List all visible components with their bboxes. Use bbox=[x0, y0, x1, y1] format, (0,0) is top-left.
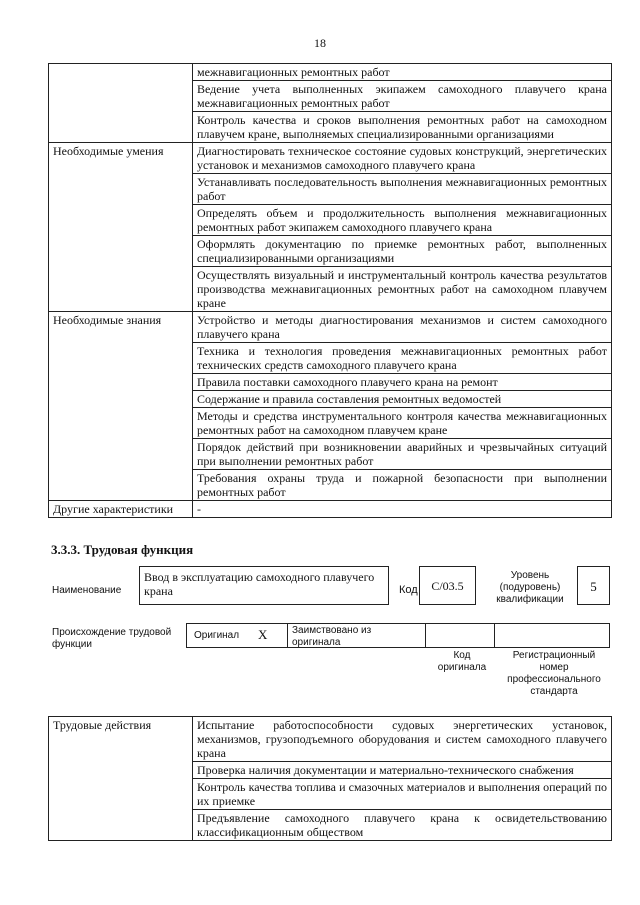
table-row bbox=[49, 312, 612, 343]
function-name-box: Ввод в эксплуатацию самоходного плавучего крана bbox=[139, 566, 389, 605]
row-label bbox=[49, 64, 193, 143]
row-label-skills: Необходимые умения bbox=[49, 143, 193, 312]
table-cell: Осуществлять визуальный и инструментальный контроль качества результатов производства межнавигационных ремонтных работ на самоходном плавучем кране bbox=[193, 267, 612, 312]
table-row bbox=[49, 64, 612, 81]
table-cell: Оформлять документацию по приемке ремонтных работ, выполненных специализированными организациями bbox=[193, 236, 612, 267]
borrowed-label: Заимствовано из оригинала bbox=[292, 625, 372, 648]
row-label-actions: Трудовые действия bbox=[49, 717, 193, 841]
table-cell: Диагностировать техническое состояние судовых конструкций, энергетических установок и механизмов самоходного плавучего крана bbox=[193, 143, 612, 174]
table-row bbox=[49, 501, 612, 518]
page-number: 18 bbox=[314, 36, 326, 50]
table-row bbox=[49, 717, 612, 762]
divider bbox=[287, 623, 288, 648]
table-cell: - bbox=[193, 501, 612, 518]
table-cell: Контроль качества топлива и смазочных материалов и выполнения операций по их приемке bbox=[193, 779, 612, 810]
code-original-label: Код оригинала bbox=[437, 650, 487, 673]
origin-label: Происхождение трудовой функции bbox=[52, 627, 172, 650]
section-heading: 3.3.3. Трудовая функция bbox=[51, 542, 194, 557]
table-cell: Требования охраны труда и пожарной безопасности при выполнении ремонтных работ bbox=[193, 470, 612, 501]
table-cell: Техника и технология проведения межнавигационных ремонтных работ технических средств самоходного плавучего крана bbox=[193, 343, 612, 374]
requirements-table bbox=[48, 63, 612, 518]
table-cell: Содержание и правила составления ремонтных ведомостей bbox=[193, 391, 612, 408]
table-cell: Порядок действий при возникновении аварийных и чрезвычайных ситуаций при выполнении ремонтных работ bbox=[193, 439, 612, 470]
table-cell: Ведение учета выполненных экипажем самоходного плавучего крана межнавигационных ремонтных работ bbox=[193, 81, 612, 112]
labor-actions-table bbox=[48, 716, 612, 841]
divider bbox=[425, 623, 426, 648]
row-label-knowledge: Необходимые знания bbox=[49, 312, 193, 501]
code-box: С/03.5 bbox=[419, 566, 476, 605]
table-cell: Методы и средства инструментального контроля качества межнавигационных ремонтных работ на самоходном плавучем кране bbox=[193, 408, 612, 439]
table-cell: Определять объем и продолжительность выполнения межнавигационных ремонтных работ экипажем самоходного плавучего крана bbox=[193, 205, 612, 236]
table-cell: Устройство и методы диагностирования механизмов и систем самоходного плавучего крана bbox=[193, 312, 612, 343]
table-cell: Испытание работоспособности судовых энергетических установок, механизмов, грузоподъемного оборудования и систем самоходного плавучего крана bbox=[193, 717, 612, 762]
table-cell: межнавигационных ремонтных работ bbox=[193, 64, 612, 81]
table-cell: Правила поставки самоходного плавучего крана на ремонт bbox=[193, 374, 612, 391]
table-cell: Проверка наличия документации и материально-технического снабжения bbox=[193, 762, 612, 779]
original-mark: X bbox=[258, 627, 268, 642]
name-label: Наименование bbox=[52, 585, 122, 596]
table-row bbox=[49, 143, 612, 174]
table-cell: Устанавливать последовательность выполнения межнавигационных ремонтных работ bbox=[193, 174, 612, 205]
table-cell: Предъявление самоходного плавучего крана к освидетельствованию классификационным обществом bbox=[193, 810, 612, 841]
reg-number-label: Регистрационный номер профессионального стандарта bbox=[507, 650, 601, 697]
original-label: Оригинал bbox=[194, 630, 240, 641]
code-label: Код bbox=[399, 584, 418, 596]
level-label: Уровень (подуровень) квалификации bbox=[496, 570, 564, 605]
table-cell: Контроль качества и сроков выполнения ремонтных работ на самоходном плавучем кране, выполняемых специализированными организациями bbox=[193, 112, 612, 143]
level-box: 5 bbox=[577, 566, 610, 605]
divider bbox=[494, 623, 495, 648]
row-label-other: Другие характеристики bbox=[49, 501, 193, 518]
